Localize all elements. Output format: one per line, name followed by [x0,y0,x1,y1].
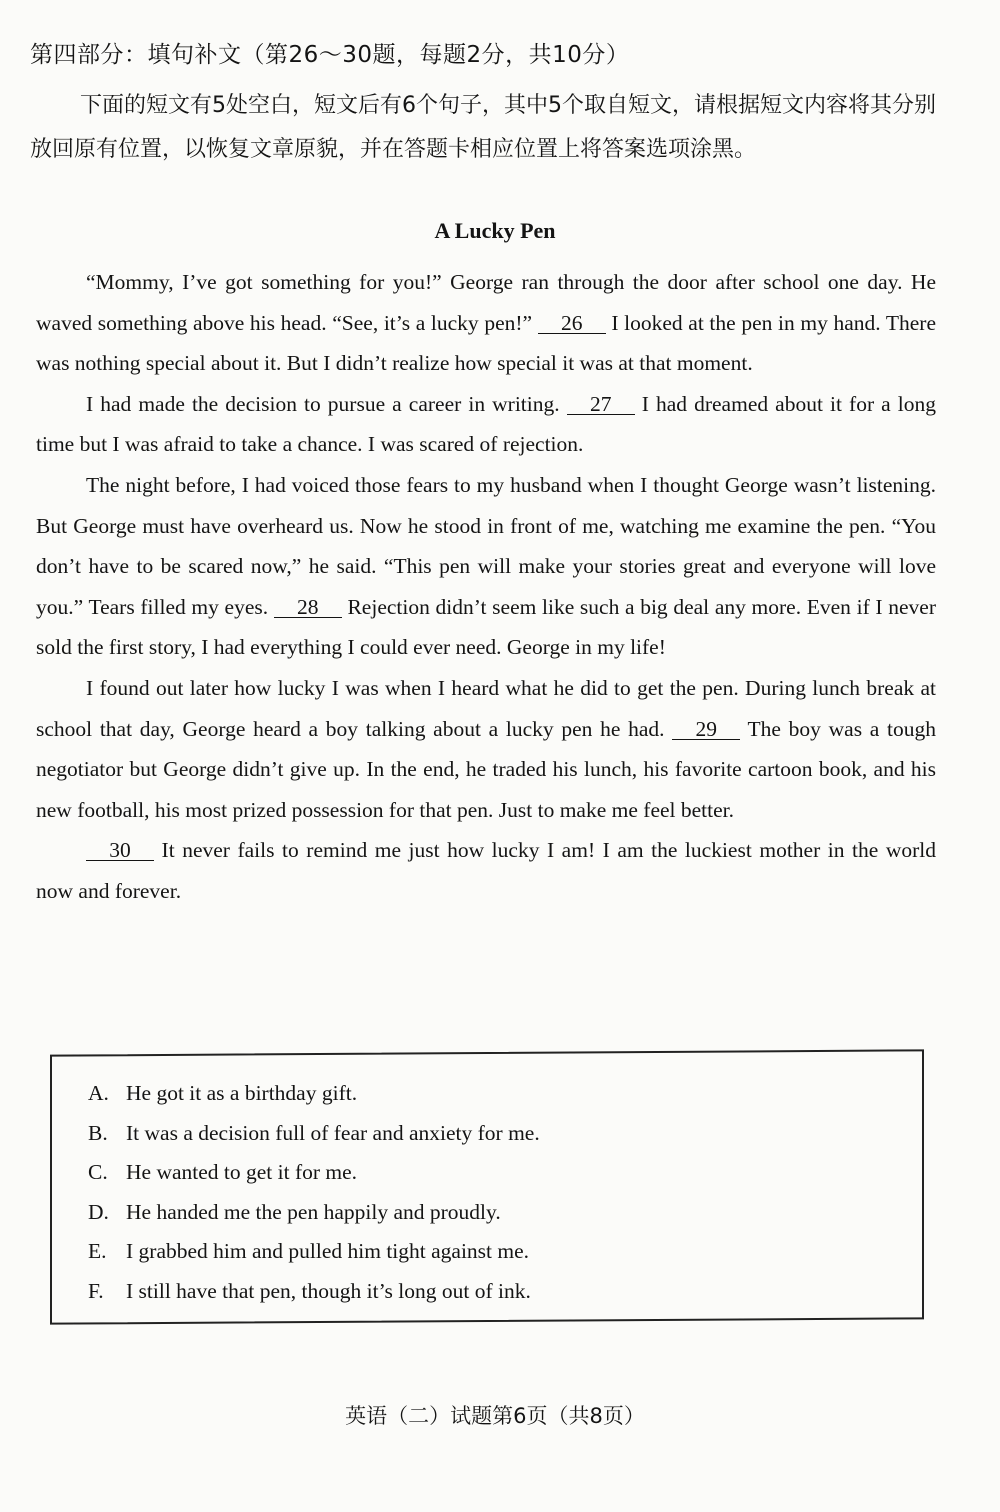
paragraph [36,384,936,465]
passage-title: A Lucky Pen [434,218,556,243]
option-b [88,1114,540,1154]
option-text: He wanted to get it for me. [126,1160,358,1184]
blank-30: 30 [86,840,154,861]
options-list [88,1074,540,1311]
option-a [88,1074,540,1114]
option-d [88,1193,540,1233]
text: The night before, I had voiced those fears to my husband when I thought George wasn’t listening. But George must have overheard us. Now he stood in front of me, watching me examine the pen. “You don’t have to be scared now,” he said. “This pen will make your stories great and everyone will love you.” Tears filled my eyes. [36,472,936,619]
text: It never fails to remind me just how lucky I am! I am the luckiest mother in the world now and forever. [36,838,936,903]
paragraph [36,668,936,830]
option-label: F. [88,1278,104,1303]
text: Rejection didn’t seem like such a big deal any more. Even if I never sold the first story, I had everything I could ever need. George in my life! [36,594,936,660]
option-label: C. [88,1160,108,1184]
paragraph [36,465,936,668]
text: “Mommy, I’ve got something for you!” George ran through the door after school one day. He waved something above his head. “See, it’s a lucky pen!” [36,270,936,335]
blank-26: 26 [538,313,606,334]
option-e [88,1232,540,1272]
instructions: 下面的短文有5处空白，短文后有6个句子，其中5个取自短文，请根据短文内容将其分别放回原有位置，以恢复文章原貌，并在答题卡相应位置上将答案选项涂黑。 [30,93,936,162]
text: I had dreamed about it for a long time but I was afraid to take a chance. I was scared of rejection. [36,391,936,457]
option-f [88,1272,540,1312]
paragraph [36,830,936,911]
option-text: I grabbed him and pulled him tight against me. [126,1239,530,1263]
blank-27: 27 [567,394,635,415]
text: I looked at the pen in my hand. There was nothing special about it. But I didn’t realize how special it was at that moment. [36,310,936,376]
option-label: D. [88,1199,109,1224]
option-text: He handed me the pen happily and proudly. [126,1199,501,1224]
text: I had made the decision to pursue a career in writing. [86,391,567,416]
option-text: It was a decision full of fear and anxiety for me. [126,1120,540,1145]
text: The boy was a tough negotiator but George didn’t give up. In the end, he traded his lunch, his favorite cartoon book, and his new football, his most prized possession for that pen. Just to make me feel better. [36,716,936,822]
blank-29: 29 [672,719,740,740]
option-c [88,1153,540,1193]
blank-28: 28 [274,597,342,618]
option-label: E. [88,1239,107,1263]
option-label: A. [88,1081,109,1105]
option-text: I still have that pen, though it’s long out of ink. [126,1278,531,1303]
section-title: 第四部分：填句补文（第26～30题，每题2分，共10分） [30,42,630,68]
passage [36,262,936,912]
paragraph [36,262,936,384]
text: I found out later how lucky I was when I heard what he did to get the pen. During lunch break at school that day, George heard a boy talking about a lucky pen he had. [36,675,936,741]
option-text: He got it as a birthday gift. [126,1081,358,1105]
option-label: B. [88,1120,108,1145]
page-footer: 英语（二）试题第6页（共8页） [345,1404,645,1428]
